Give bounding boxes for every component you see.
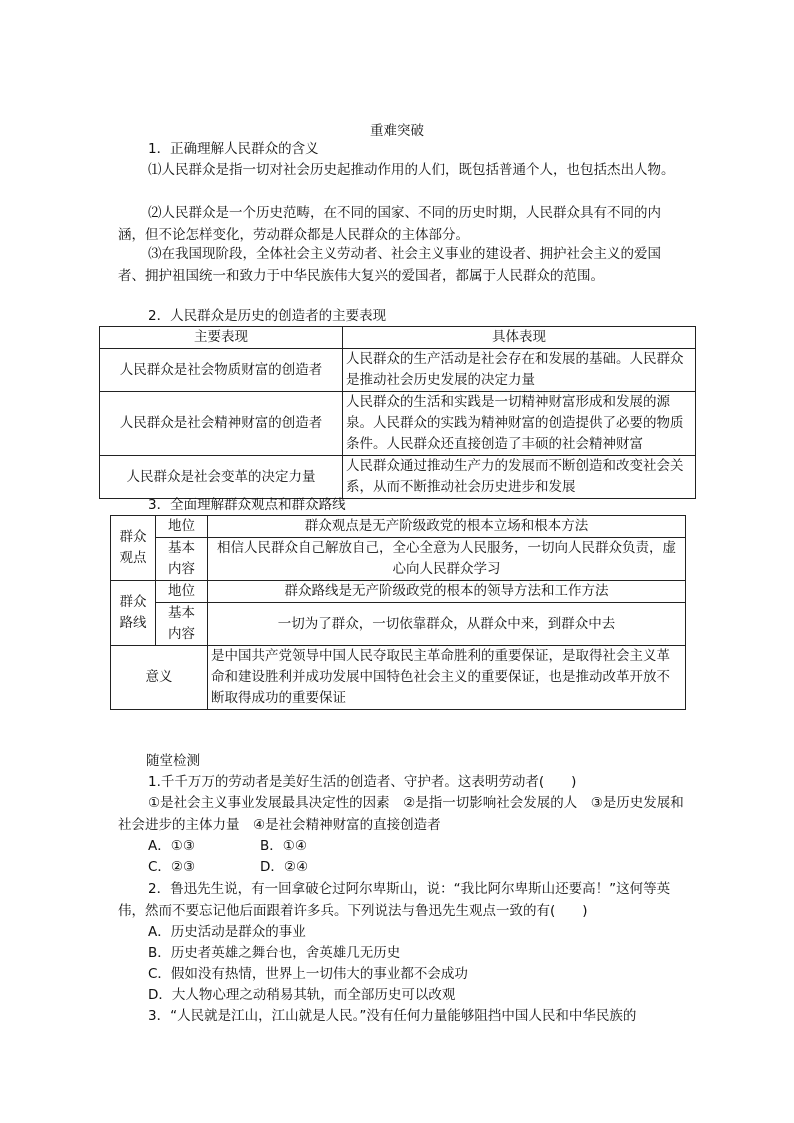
choice-b: B．①④ bbox=[260, 838, 307, 854]
table-cell: 人民群众的生活和实践是一切精神财富形成和发展的源泉。人民群众的实践为精神财富的创造提供了必要的物质条件。人民群众还直接创造了丰硕的社会精神财富 bbox=[343, 392, 696, 456]
table-cell: 相信人民群众自己解放自己，全心全意为人民服务，一切向人民群众负责，虚心向人民群众学习 bbox=[208, 538, 686, 581]
table-header: 主要表现 bbox=[100, 327, 343, 349]
question-1-choices-row2 bbox=[118, 857, 716, 879]
table-cell: 群众路线 bbox=[111, 581, 156, 646]
mass-line-table bbox=[110, 515, 686, 710]
choice-a: A．①③ bbox=[148, 838, 195, 854]
choice-c: C．②③ bbox=[148, 859, 196, 875]
table-cell: 人民群众的生产活动是社会存在和发展的基础。人民群众是推动社会历史发展的决定力量 bbox=[343, 349, 696, 392]
table-cell: 意义 bbox=[111, 646, 208, 710]
heading-3: 3．全面理解群众观点和群众路线 bbox=[148, 497, 346, 513]
section-title: 重难突破 bbox=[370, 123, 424, 139]
question-2: 2．鲁迅先生说，有一回拿破仑过阿尔卑斯山，说：“我比阿尔卑斯山还要高！”这何等英伟，然而不要忘记他后面跟着许多兵。下列说法与鲁迅先生观点一致的有( ) bbox=[118, 881, 671, 919]
creators-table bbox=[99, 326, 696, 499]
table-cell: 地位 bbox=[156, 516, 208, 538]
table-cell: 基本内容 bbox=[156, 603, 208, 646]
quiz-heading: 随堂检测 bbox=[146, 753, 200, 769]
question-3: 3．“人民就是江山，江山就是人民。”没有任何力量能够阻挡中国人民和中华民族的 bbox=[148, 1008, 637, 1024]
paragraph-1-2: ⑵人民群众是一个历史范畴，在不同的国家、不同的历史时期，人民群众具有不同的内涵，但不论怎样变化，劳动群众都是人民群众的主体部分。 bbox=[118, 205, 661, 243]
question-1-options: ①是社会主义事业发展最具决定性的因素 ②是指一切影响社会发展的人 ③是历史发展和社会进步的主体力量 ④是社会精神财富的直接创造者 bbox=[118, 795, 684, 833]
choice-c: C．假如没有热情，世界上一切伟大的事业都不会成功 bbox=[148, 966, 468, 982]
paragraph-1-3: ⑶在我国现阶段，全体社会主义劳动者、社会主义事业的建设者、拥护社会主义的爱国者、拥护祖国统一和致力于中华民族伟大复兴的爱国者，都属于人民群众的范围。 bbox=[118, 246, 661, 284]
choice-d: D．大人物心理之动稍易其轨，而全部历史可以改观 bbox=[148, 987, 456, 1003]
heading-1: 1．正确理解人民群众的含义 bbox=[148, 141, 319, 157]
question-1-choices-row1 bbox=[118, 836, 716, 858]
table-cell: 地位 bbox=[156, 581, 208, 603]
choice-a: A．历史活动是群众的事业 bbox=[148, 924, 306, 940]
table-cell: 人民群众是社会精神财富的创造者 bbox=[100, 392, 343, 456]
table-cell: 一切为了群众，一切依靠群众，从群众中来，到群众中去 bbox=[208, 603, 686, 646]
table-header: 具体表现 bbox=[343, 327, 696, 349]
table-cell: 群众观点是无产阶级政党的根本立场和根本方法 bbox=[208, 516, 686, 538]
table-cell: 人民群众是社会变革的决定力量 bbox=[100, 456, 343, 499]
paragraph-1-1: ⑴人民群众是指一切对社会历史起推动作用的人们，既包括普通个人，也包括杰出人物。 bbox=[148, 162, 675, 178]
table-cell: 群众观点 bbox=[111, 516, 156, 581]
table-cell: 人民群众是社会物质财富的创造者 bbox=[100, 349, 343, 392]
table-cell: 是中国共产党领导中国人民夺取民主革命胜利的重要保证，是取得社会主义革命和建设胜利并成功发展中国特色社会主义的重要保证，也是推动改革开放不断取得成功的重要保证 bbox=[208, 646, 686, 710]
choice-b: B．历史者英雄之舞台也，舍英雄几无历史 bbox=[148, 945, 401, 961]
table-cell: 基本内容 bbox=[156, 538, 208, 581]
heading-2: 2．人民群众是历史的创造者的主要表现 bbox=[148, 308, 387, 324]
table-cell: 人民群众通过推动生产力的发展而不断创造和改变社会关系，从而不断推动社会历史进步和发展 bbox=[343, 456, 696, 499]
question-1: 1.千千万万的劳动者是美好生活的创造者、守护者。这表明劳动者( ) bbox=[148, 774, 577, 790]
table-cell: 群众路线是无产阶级政党的根本的领导方法和工作方法 bbox=[208, 581, 686, 603]
choice-d: D．②④ bbox=[260, 859, 309, 875]
